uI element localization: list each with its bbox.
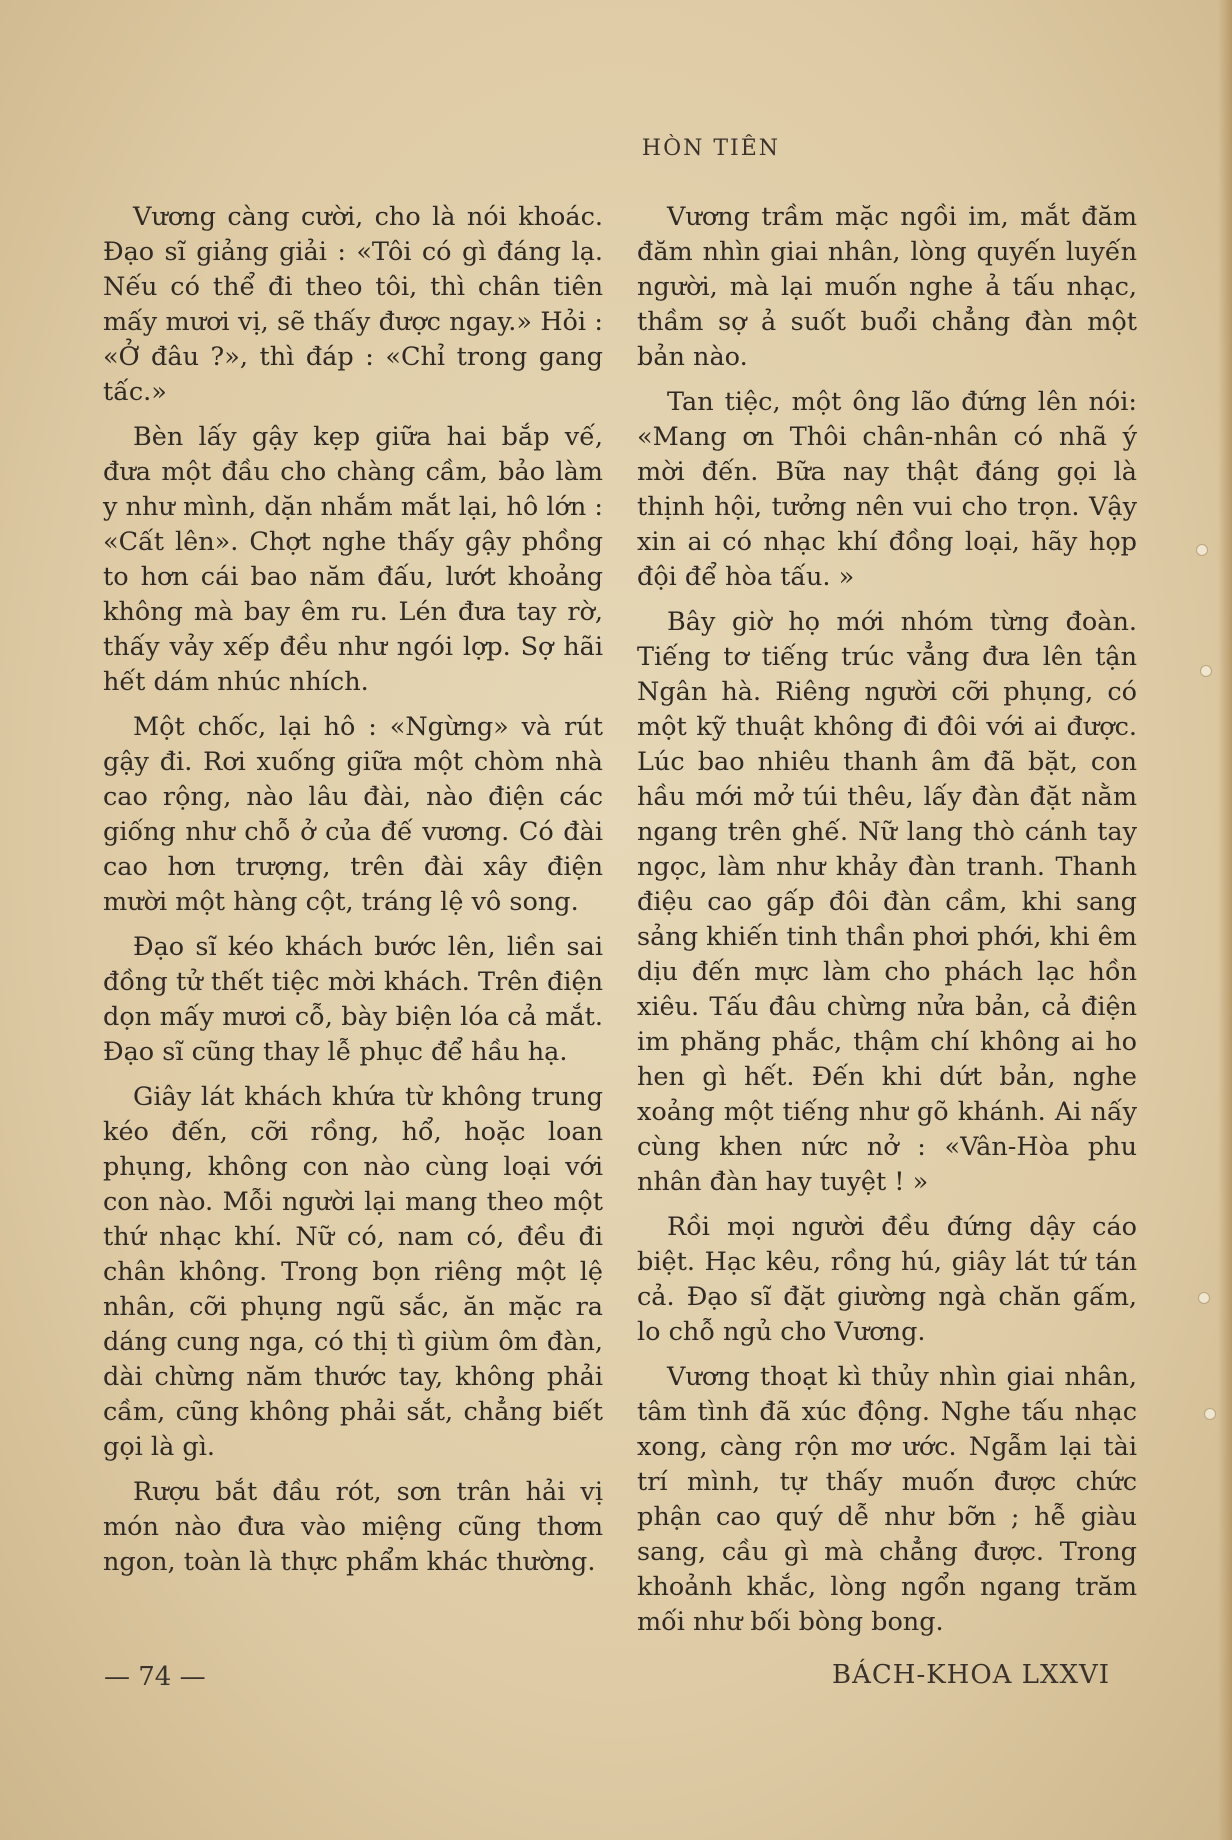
paragraph: Rượu bắt đầu rót, sơn trân hải vị món nào đưa vào miệng cũng thơm ngon, toàn là thực phẩm khác thường. bbox=[103, 1477, 603, 1577]
publication-title: BÁCH-KHOA LXXVI bbox=[832, 1660, 1111, 1690]
binding-hole-decoration bbox=[1204, 1408, 1216, 1420]
binding-hole-decoration bbox=[1200, 665, 1212, 677]
right-column bbox=[637, 200, 1137, 1650]
paragraph: Giây lát khách khứa từ không trung kéo đến, cỡi rồng, hổ, hoặc loan phụng, không con nào cùng loại với con nào. Mỗi người lại mang theo một thứ nhạc khí. Nữ có, nam có, đều đi chân không. Trong bọn riêng một lệ nhân, cỡi phụng ngũ sắc, ăn mặc ra dáng cung nga, có thị tì giùm ôm đàn, dài chừng năm thước tay, không phải cầm, cũng không phải sắt, chẳng biết gọi là gì. bbox=[103, 1082, 603, 1462]
paragraph: Tan tiệc, một ông lão đứng lên nói: «Mang ơn Thôi chân-nhân có nhã ý mời đến. Bữa nay thật đáng gọi là thịnh hội, tưởng nên vui cho trọn. Vậy xin ai có nhạc khí đồng loại, hãy họp đội để hòa tấu. » bbox=[637, 387, 1137, 592]
paragraph: Bèn lấy gậy kẹp giữa hai bắp vế, đưa một đầu cho chàng cầm, bảo làm y như mình, dặn nhắm mắt lại, hô lớn : «Cất lên». Chợt nghe thấy gậy phồng to hơn cái bao năm đấu, lướt khoảng không mà bay êm ru. Lén đưa tay rờ, thấy vảy xếp đều như ngói lợp. Sợ hãi hết dám nhúc nhích. bbox=[103, 422, 603, 697]
running-head: HÒN TIÊN bbox=[641, 136, 781, 161]
paragraph: Rồi mọi người đều đứng dậy cáo biệt. Hạc kêu, rồng hú, giây lát tứ tán cả. Đạo sĩ đặt giường ngà chăn gấm, lo chỗ ngủ cho Vương. bbox=[637, 1212, 1137, 1347]
paragraph: Vương trầm mặc ngồi im, mắt đăm đăm nhìn giai nhân, lòng quyến luyến người, mà lại muốn nghe ả tấu nhạc, thầm sợ ả suốt buổi chẳng đàn một bản nào. bbox=[637, 202, 1137, 372]
paragraph: Một chốc, lại hô : «Ngừng» và rút gậy đi. Rơi xuống giữa một chòm nhà cao rộng, nào lâu đài, nào điện các giống như chỗ ở của đế vương. Có đài cao hơn trượng, trên đài xây điện mười một hàng cột, tráng lệ vô song. bbox=[103, 712, 603, 917]
paragraph: Vương càng cười, cho là nói khoác. Đạo sĩ giảng giải : «Tôi có gì đáng lạ. Nếu có thể đi theo tôi, thì chân tiên mấy mươi vị, sẽ thấy được ngay.» Hỏi : «Ở đâu ?», thì đáp : «Chỉ trong gang tấc.» bbox=[103, 202, 603, 407]
binding-hole-decoration bbox=[1198, 1292, 1210, 1304]
paragraph: Bây giờ họ mới nhóm từng đoàn. Tiếng tơ tiếng trúc vẳng đưa lên tận Ngân hà. Riêng người cỡi phụng, có một kỹ thuật không đi đôi với ai được. Lúc bao nhiêu thanh âm đã bặt, con hầu mới mở túi thêu, lấy đàn đặt nằm ngang trên ghế. Nữ lang thò cánh tay ngọc, làm như khảy đàn tranh. Thanh điệu cao gấp đôi đàn cầm, khi sang sảng khiến tinh thần phơi phới, khi êm dịu đến mực làm cho phách lạc hồn xiêu. Tấu đâu chừng nửa bản, cả điện im phăng phắc, thậm chí không ai ho hen gì hết. Đến khi dứt bản, nghe xoảng một tiếng như gõ khánh. Ai nấy cùng khen nức nở : «Vân-Hòa phu nhân đàn hay tuyệt ! » bbox=[637, 607, 1137, 1197]
page-number: — 74 — bbox=[104, 1662, 206, 1692]
binding-hole-decoration bbox=[1196, 544, 1208, 556]
paragraph: Vương thoạt kì thủy nhìn giai nhân, tâm tình đã xúc động. Nghe tấu nhạc xong, càng rộn mơ ước. Ngẫm lại tài trí mình, tự thấy muốn được chức phận cao quý dễ như bỡn ; hễ giàu sang, cầu gì mà chẳng được. Trong khoảnh khắc, lòng ngổn ngang trăm mối như bối bòng bong. bbox=[637, 1362, 1137, 1637]
left-column bbox=[103, 200, 603, 1590]
paragraph: Đạo sĩ kéo khách bước lên, liền sai đồng tử thết tiệc mời khách. Trên điện dọn mấy mươi cỗ, bày biện lóa cả mắt. Đạo sĩ cũng thay lễ phục để hầu hạ. bbox=[103, 932, 603, 1067]
